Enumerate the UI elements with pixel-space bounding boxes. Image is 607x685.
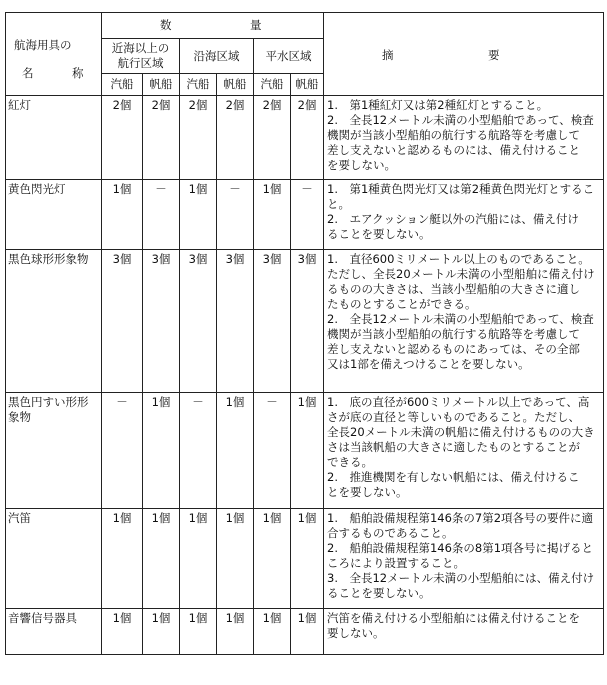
qty-cell: 2個 xyxy=(102,96,143,180)
item-name-header xyxy=(6,13,102,96)
remarks-cell: 1. 底の直径が600ミリメートル以上であって、高 さが底の直径と等しいものであること。ただし、 全長20メートル未満の帆船に備え付けるものの大き さは当該帆船の大きさに適したものとすることが できる。 2. 推進機関を有しない帆船には、備え付けるこ とを要しない。 xyxy=(324,393,604,509)
area-offshore-line1: 近海以上の xyxy=(111,41,170,55)
table-row xyxy=(6,180,604,250)
qty-cell: 1個 xyxy=(291,393,324,509)
item-name: 黒色球形形象物 xyxy=(6,250,102,393)
item-name-header-char2: 称 xyxy=(72,65,84,80)
qty-cell: － xyxy=(217,180,254,250)
quantity-header-char2: 量 xyxy=(250,17,262,32)
qty-cell: 1個 xyxy=(217,393,254,509)
qty-cell: 1個 xyxy=(180,509,217,609)
table-row xyxy=(6,509,604,609)
table-row xyxy=(6,393,604,509)
qty-cell: － xyxy=(143,180,180,250)
qty-cell: 2個 xyxy=(254,96,291,180)
qty-cell: 1個 xyxy=(180,180,217,250)
qty-cell: 1個 xyxy=(143,609,180,655)
remarks-cell: 1. 直径600ミリメートル以上のものであること。 ただし、全長20メートル未満の小型船舶に備え付け るものの大きさは、当該小型船舶の大きさに適し たものとすることができる。 2. 全長12メートル未満の小型船舶であって、検査 機関が当該小型船舶の航行する航路等を考慮して 差し支えないと認めるものにあっては、その全部 又は1部を備えつけることを要しない。 xyxy=(324,250,604,393)
qty-cell: 1個 xyxy=(291,509,324,609)
col-sail-3: 帆船 xyxy=(291,74,324,96)
remarks-cell: 1. 第1種黄色閃光灯又は第2種黄色閃光灯とするこ と。 2. エアクッション艇以外の汽船には、備え付け ることを要しない。 xyxy=(324,180,604,250)
table-row xyxy=(6,609,604,655)
qty-cell: 1個 xyxy=(180,609,217,655)
qty-cell: 3個 xyxy=(217,250,254,393)
qty-cell: 1個 xyxy=(254,509,291,609)
item-name: 黄色閃光灯 xyxy=(6,180,102,250)
area-smooth-water-label: 平水区域 xyxy=(265,48,312,63)
quantity-header-char1: 数 xyxy=(160,17,172,32)
remarks-cell: 1. 船舶設備規程第146条の7第2項各号の要件に適 合するものであること。 2. 船舶設備規程第146条の8第1項各号に掲げると ころにより設置すること。 3. 全長12メートル未満の小型船舶には、備え付け ることを要しない。 xyxy=(324,509,604,609)
qty-cell: － xyxy=(180,393,217,509)
qty-cell: 1個 xyxy=(254,180,291,250)
qty-cell: 2個 xyxy=(217,96,254,180)
area-header-smooth-water xyxy=(254,39,324,74)
qty-cell: 1個 xyxy=(102,609,143,655)
col-steam-2: 汽船 xyxy=(180,74,217,96)
col-steam-1: 汽船 xyxy=(102,74,143,96)
qty-cell: 2個 xyxy=(143,96,180,180)
qty-cell: 2個 xyxy=(291,96,324,180)
col-sail-2: 帆船 xyxy=(217,74,254,96)
qty-cell: 1個 xyxy=(102,509,143,609)
qty-cell: 1個 xyxy=(217,509,254,609)
quantity-header xyxy=(102,13,324,39)
item-name: 紅灯 xyxy=(6,96,102,180)
area-offshore-line2: 航行区域 xyxy=(117,56,164,70)
qty-cell: 1個 xyxy=(143,393,180,509)
remarks-cell: 1. 第1種紅灯又は第2種紅灯とすること。 2. 全長12メートル未満の小型船舶であって、検査 機関が当該小型船舶の航行する航路等を考慮して 差し支えないと認めるものには、備え付けること を要しない。 xyxy=(324,96,604,180)
equipment-table-document xyxy=(5,12,604,655)
remarks-cell: 汽笛を備え付ける小型船舶には備え付けることを 要しない。 xyxy=(324,609,604,655)
qty-cell: 1個 xyxy=(254,609,291,655)
item-name-header-char1: 名 xyxy=(22,65,34,80)
qty-cell: 3個 xyxy=(102,250,143,393)
qty-cell: 3個 xyxy=(180,250,217,393)
table-row xyxy=(6,250,604,393)
area-coastal-label: 沿海区域 xyxy=(193,48,240,63)
col-sail-1: 帆船 xyxy=(143,74,180,96)
col-steam-3: 汽船 xyxy=(254,74,291,96)
qty-cell: 2個 xyxy=(180,96,217,180)
table-row xyxy=(6,96,604,180)
qty-cell: 1個 xyxy=(102,180,143,250)
qty-cell: 1個 xyxy=(291,609,324,655)
area-header-offshore xyxy=(102,39,180,74)
qty-cell: 1個 xyxy=(217,609,254,655)
remarks-header-char2: 要 xyxy=(488,47,500,62)
remarks-header-char1: 摘 xyxy=(382,47,394,62)
remarks-header xyxy=(324,13,604,96)
navigation-equipment-table xyxy=(5,12,604,655)
qty-cell: 3個 xyxy=(143,250,180,393)
qty-cell: 1個 xyxy=(143,509,180,609)
qty-cell: 3個 xyxy=(254,250,291,393)
item-name-header-line1: 航海用具の xyxy=(14,37,72,52)
item-name: 音響信号器具 xyxy=(6,609,102,655)
qty-cell: － xyxy=(102,393,143,509)
qty-cell: 3個 xyxy=(291,250,324,393)
qty-cell: － xyxy=(291,180,324,250)
area-header-coastal xyxy=(180,39,254,74)
qty-cell: － xyxy=(254,393,291,509)
item-name: 黒色円すい形形 象物 xyxy=(6,393,102,509)
item-name: 汽笛 xyxy=(6,509,102,609)
